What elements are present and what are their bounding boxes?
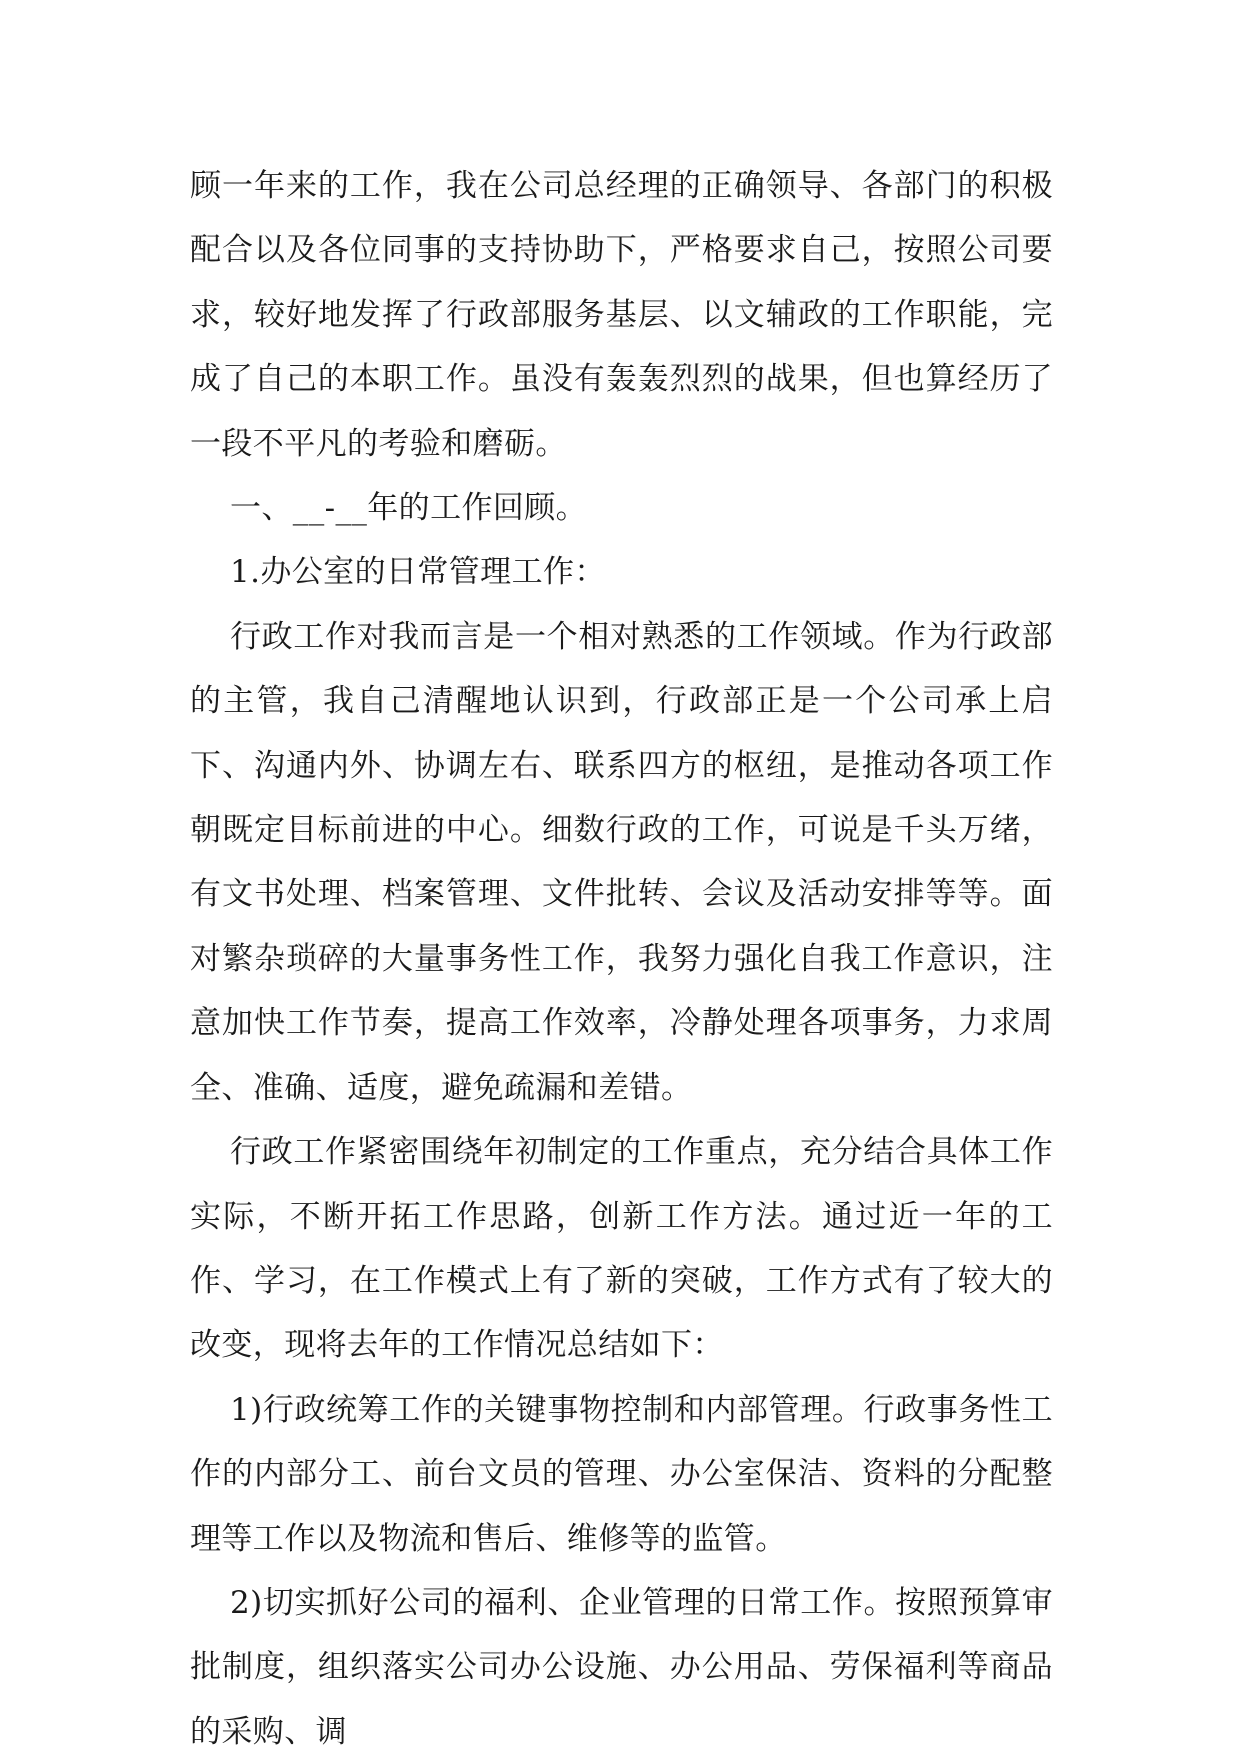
paragraph-intro: 顾一年来的工作，我在公司总经理的正确领导、各部门的积极配合以及各位同事的支持协助下，严格要求自己，按照公司要求，较好地发挥了行政部服务基层、以文辅政的工作职能，完成了自己的本职工作。虽没有轰轰烈烈的战果，但也算经历了一段不平凡的考验和磨砺。 [190, 168, 1053, 462]
document-body [190, 154, 1053, 1764]
section-heading: 一、__-__年的工作回顾。 [230, 490, 588, 527]
list-item-1: 1)行政统筹工作的关键事物控制和内部管理。行政事务性工作的内部分工、前台文员的管理、办公室保洁、资料的分配整理等工作以及物流和售后、维修等的监管。 [190, 1391, 1053, 1557]
paragraph-work-summary: 行政工作紧密围绕年初制定的工作重点，充分结合具体工作实际，不断开拓工作思路，创新工作方法。通过近一年的工作、学习，在工作模式上有了新的突破，工作方式有了较大的改变，现将去年的工作情况总结如下： [190, 1134, 1053, 1364]
paragraph-admin-overview: 行政工作对我而言是一个相对熟悉的工作领域。作为行政部的主管，我自己清醒地认识到，行政部正是一个公司承上启下、沟通内外、协调左右、联系四方的枢纽，是推动各项工作朝既定目标前进的中心。细数行政的工作，可说是千头万绪，有文书处理、档案管理、文件批转、会议及活动安排等等。面对繁杂琐碎的大量事务性工作，我努力强化自我工作意识，注意加快工作节奏，提高工作效率，冷静处理各项事务，力求周全、准确、适度，避免疏漏和差错。 [190, 618, 1053, 1106]
list-item-2: 2)切实抓好公司的福利、企业管理的日常工作。按照预算审批制度，组织落实公司办公设施、办公用品、劳保福利等商品的采购、调 [190, 1584, 1053, 1750]
subsection-heading: 1.办公室的日常管理工作： [230, 554, 606, 591]
